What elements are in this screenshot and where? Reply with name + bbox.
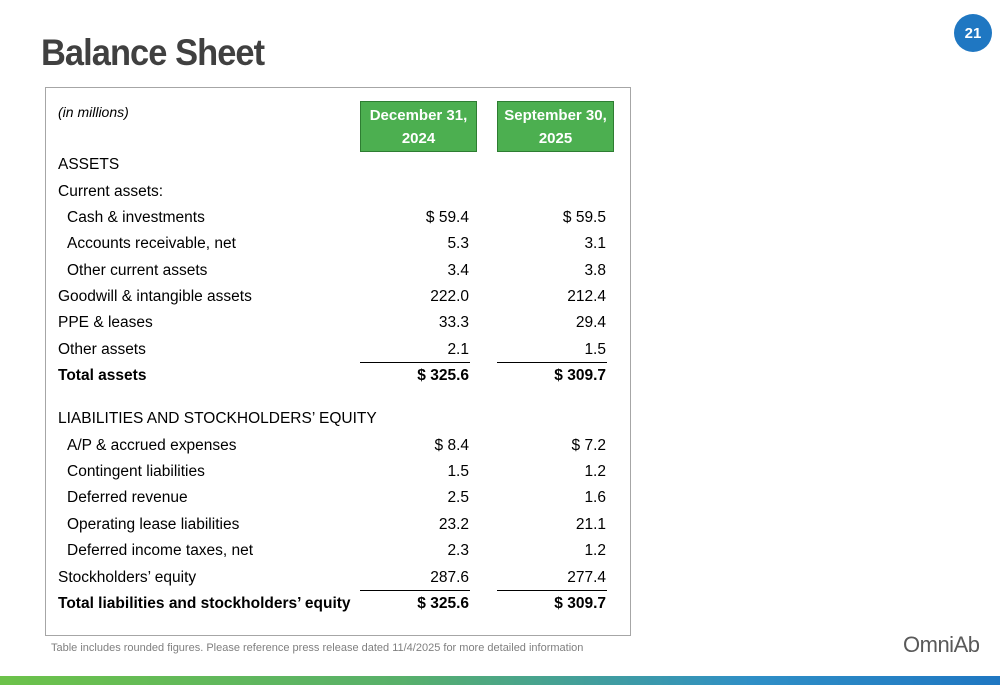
value-dec-2024: 222.0 [430,288,469,305]
table-row [46,179,632,205]
table-row [46,258,632,284]
value-dec-2024: $ 8.4 [434,437,469,454]
value-dec-2024: 2.3 [447,542,469,559]
footnote: Table includes rounded figures. Please reference press release dated 11/4/2025 for more detailed information [51,642,584,654]
row-label: Contingent liabilities [67,463,205,480]
table-row [46,310,632,336]
value-dec-2024: 287.6 [430,569,469,586]
table-row [46,459,632,485]
balance-sheet-table [45,87,631,636]
value-sep-2025: 1.2 [584,542,606,559]
page-number-badge: 21 [954,14,992,52]
column-header-line2: 2024 [401,129,436,147]
value-sep-2025: $ 309.7 [554,595,606,612]
column-header-line2: 2025 [538,129,573,147]
subtotal-rule [360,362,470,363]
column-header-sep-2025 [497,101,614,152]
row-label: Cash & investments [67,209,205,226]
value-dec-2024: 2.1 [447,341,469,358]
table-row [46,231,632,257]
value-sep-2025: $ 309.7 [554,367,606,384]
table-row [46,152,632,178]
subtotal-rule [360,590,470,591]
column-header-line1: December 31, [369,106,468,124]
column-header-line1: September 30, [504,106,607,124]
value-sep-2025: 21.1 [575,516,606,533]
row-label: A/P & accrued expenses [67,437,237,454]
value-sep-2025: 3.1 [584,235,606,252]
value-dec-2024: 5.3 [447,235,469,252]
row-label: ASSETS [58,156,120,173]
row-label: Stockholders’ equity [58,569,197,586]
table-row [46,433,632,459]
row-label: Total liabilities and stockholders’ equity [58,595,351,612]
table-row [46,538,632,564]
value-dec-2024: $ 59.4 [425,209,469,226]
value-dec-2024: 3.4 [447,262,469,279]
table-row [46,363,632,389]
value-dec-2024: 33.3 [438,314,469,331]
value-sep-2025: $ 59.5 [562,209,606,226]
table-row [46,485,632,511]
row-label: Deferred revenue [67,489,188,506]
row-label: Goodwill & intangible assets [58,288,252,305]
row-label: Other assets [58,341,146,358]
row-label: Current assets: [58,183,164,200]
row-label: LIABILITIES AND STOCKHOLDERS’ EQUITY [58,410,377,427]
value-dec-2024: 1.5 [447,463,469,480]
company-logo [903,632,979,658]
table-row [46,406,632,432]
logo-text-part2: Ab [953,632,980,657]
subtotal-rule [497,362,607,363]
page-title: Balance Sheet [41,32,265,73]
table-row [46,591,632,617]
row-label: PPE & leases [58,314,153,331]
bottom-accent-bar [0,676,1000,685]
value-sep-2025: 3.8 [584,262,606,279]
value-sep-2025: 212.4 [567,288,606,305]
value-sep-2025: 29.4 [575,314,606,331]
table-row [46,565,632,591]
row-label: Deferred income taxes, net [67,542,254,559]
row-label: Operating lease liabilities [67,516,240,533]
table-row [46,337,632,363]
table-row [46,512,632,538]
value-sep-2025: $ 7.2 [571,437,606,454]
value-sep-2025: 1.6 [584,489,606,506]
units-label: (in millions) [58,104,129,120]
column-header-dec-2024 [360,101,477,152]
table-row [46,205,632,231]
table-row [46,284,632,310]
value-sep-2025: 1.5 [584,341,606,358]
value-dec-2024: $ 325.6 [417,367,469,384]
logo-text-part1: Omni [903,632,954,657]
value-dec-2024: 2.5 [447,489,469,506]
value-sep-2025: 1.2 [584,463,606,480]
subtotal-rule [497,590,607,591]
value-dec-2024: 23.2 [438,516,469,533]
value-sep-2025: 277.4 [567,569,606,586]
row-label: Accounts receivable, net [67,235,236,252]
row-label: Other current assets [67,262,208,279]
value-dec-2024: $ 325.6 [417,595,469,612]
row-label: Total assets [58,367,147,384]
